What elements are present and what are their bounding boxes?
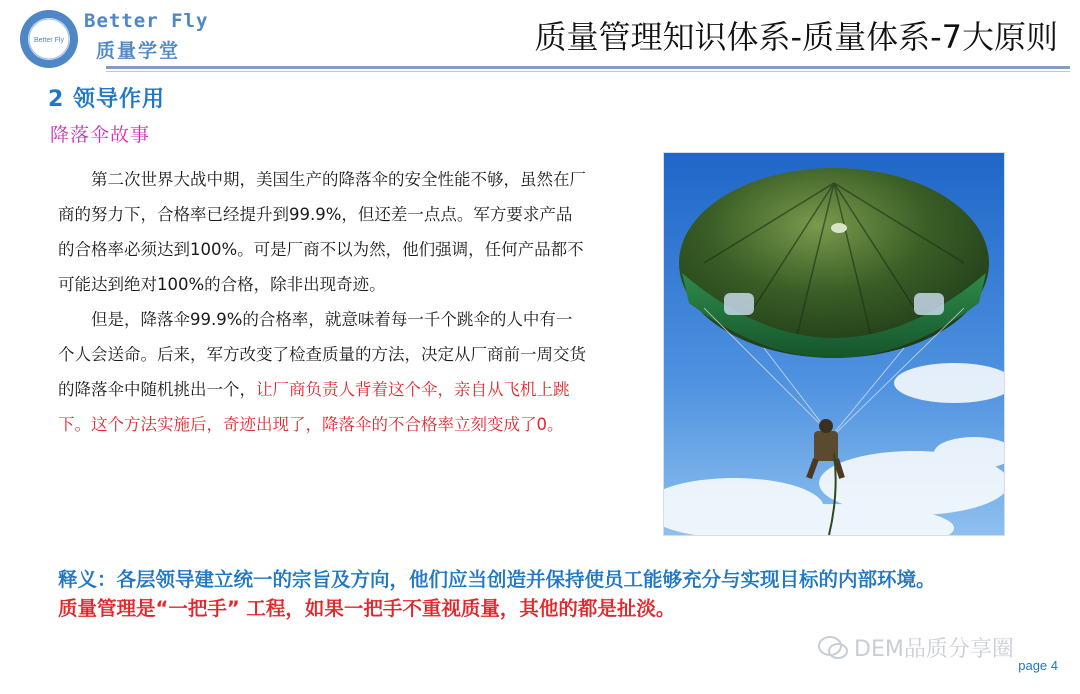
story-body: [58, 162, 588, 442]
better-fly-logo: [18, 8, 80, 70]
watermark-text: DEM品质分享圈: [854, 637, 1014, 662]
brand-name-cn: 质量学堂: [96, 40, 181, 62]
meaning-text: 释义：各层领导建立统一的宗旨及方向，他们应当创造并保持使员工能够充分与实现目标的内部环境。: [58, 568, 936, 591]
brand-name-en: Better Fly: [84, 10, 209, 32]
story-paragraph-2: [58, 302, 588, 442]
logo-text: Better Fly: [34, 37, 64, 44]
page-number: page 4: [1018, 658, 1058, 673]
section-heading: 2 领导作用: [48, 87, 165, 112]
page-title: 质量管理知识体系-质量体系-7大原则: [534, 18, 1058, 56]
watermark: [818, 632, 1014, 663]
parachute-photo: [663, 152, 1005, 536]
story-paragraph-1: 第二次世界大战中期，美国生产的降落伞的安全性能不够，虽然在厂商的努力下，合格率已经提升到99.9%，但还差一点点。军方要求产品的合格率必须达到100%。可是厂商不以为然，他们强调，任何产品都不可能达到绝对100%的合格，除非出现奇迹。: [58, 170, 586, 294]
title-divider-thin: [106, 71, 1070, 72]
wechat-icon: [818, 635, 848, 661]
story-paragraph-2-text: 但是，降落伞99.9%的合格率，就意味着每一千个跳伞的人中有一个人会送命。后来，军方改变了检查质量的方法，决定从厂商前一周交货的降落伞中随机挑出一个，: [58, 310, 586, 399]
story-title: 降落伞故事: [50, 124, 151, 146]
story-highlight: 让厂商负责人背着这个伞，亲自从飞机上跳下。这个方法实施后，奇迹出现了，降落伞的不合格率立刻变成了0。: [58, 380, 570, 434]
principle-text: 质量管理是“一把手” 工程，如果一把手不重视质量，其他的都是扯淡。: [58, 597, 676, 620]
title-divider: [106, 66, 1070, 69]
